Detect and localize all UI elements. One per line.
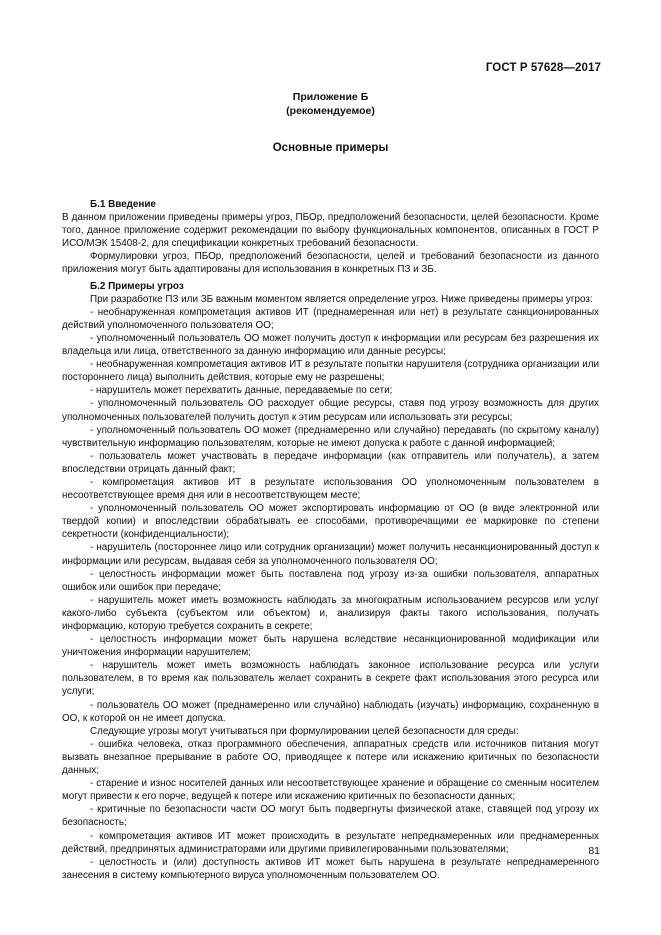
section-heading-threats: Б.2 Примеры угроз bbox=[90, 280, 184, 292]
threat-item: - пользователь может участвовать в передаче информации (как отправитель или получатель), а затем впоследствии отрицать данный факт; bbox=[62, 450, 599, 475]
env-threat-item: - критичные по безопасности части ОО могут быть подвергнуты физической атаке, ставящей под угрозу их безопасность; bbox=[62, 804, 599, 829]
env-threat-item: - старение и износ носителей данных или несоответствующее хранение и обращение со сменным носителем могут привести к его порче, ведущей к потере или искажению критичных по безопасности данных; bbox=[62, 778, 599, 803]
annex-status: (рекомендуемое) bbox=[286, 105, 375, 117]
threat-item: - уполномоченный пользователь ОО может (преднамеренно или случайно) передавать (по скрытому каналу) чувствительную информацию пользователям, которые не имеют допуска к работе с данной информацией; bbox=[62, 424, 599, 449]
threat-item: - необнаруженная компрометация активов ИТ в результате попытки нарушителя (сотрудника организации или постороннего лица) выполнить действия, которые ему не разрешены; bbox=[62, 359, 599, 384]
threat-item: - целостность информации может быть поставлена под угрозу из-за ошибки пользователя, аппаратных ошибок или ошибок при передаче; bbox=[62, 568, 599, 593]
section-heading-intro: Б.1 Введение bbox=[90, 199, 156, 210]
threats-lead: При разработке ПЗ или ЗБ важным моментом является определение угроз. Ниже приведены примеры угроз: bbox=[90, 293, 593, 305]
threat-item: - необнаруженная компрометация активов ИТ (преднамеренная или нет) в результате санкционированных действий уполномоченного пользователя ОО; bbox=[62, 306, 599, 331]
page-number: 81 bbox=[588, 845, 600, 857]
threat-item: - нарушитель может иметь возможность наблюдать законное использование ресурса или услуги пользователем, в то время как пользователь желает сохранить в секрете факт использования этого ресурса или услуги; bbox=[62, 660, 599, 698]
intro-paragraph-2: Формулировки угроз, ПБОр, предположений безопасности, целей и требований безопасности из данного приложения могут быть адаптированы для использования в конкретных ПЗ и ЗБ. bbox=[62, 251, 599, 276]
document-code: ГОСТ Р 57628—2017 bbox=[485, 62, 601, 74]
env-threat-item: - компрометация активов ИТ может происходить в результате непреднамеренных или преднамеренных действий, предпринятых администраторами или другими привилегированными пользователями; bbox=[62, 830, 599, 855]
env-threat-item: - ошибка человека, отказ программного обеспечения, аппаратных средств или источников питания могут вызвать внезапное прерывание в работе ОО, приводящее к потере или искажению критичных по безопасности данных; bbox=[62, 738, 599, 777]
env-threat-item: - целостность и (или) доступность активов ИТ может быть нарушена в результате непреднамеренного занесения в систему компьютерного вируса уполномоченным пользователем ОО. bbox=[62, 856, 599, 881]
annex-title: Приложение Б bbox=[292, 91, 369, 103]
threat-item: - нарушитель может иметь возможность наблюдать за многократным использованием ресурсов или услуг какого-либо субъекта (субъектом или объектом) и, анализируя факты такого использования, получать информацию, которую требуется сохранить в секрете; bbox=[62, 594, 599, 632]
threat-item: - нарушитель (постороннее лицо или сотрудник организации) может получить несанкционированный доступ к информации или ресурсам, выдавая себя за уполномоченного пользователя ОО; bbox=[62, 542, 599, 567]
threats-lead-environment: Следующие угрозы могут учитываться при формулировании целей безопасности для среды: bbox=[90, 725, 519, 737]
main-title: Основные примеры bbox=[272, 142, 389, 154]
threat-item: - нарушитель может перехватить данные, передаваемые по сети; bbox=[90, 385, 393, 397]
document-body bbox=[62, 196, 599, 882]
threat-item: - уполномоченный пользователь ОО может экспортировать информацию от ОО (в виде электронной или твердой копии) и впоследствии обрабатывать ее способами, противоречащими ее маркировке по степени секретности (конфиденциальности); bbox=[62, 503, 599, 541]
threat-item: - целостность информации может быть нарушена вследствие несанкционированной модификации или уничтожения информации нарушителем; bbox=[62, 634, 599, 659]
intro-paragraph-1: В данном приложении приведены примеры угроз, ПБОр, предположений безопасности, целей безопасности. Кроме того, данное приложение содержит рекомендации по выбору функциональных компонентов, описанных в ГОСТ Р ИСО/МЭК 15408-2, для спецификации конкретных требований безопасности. bbox=[62, 212, 599, 250]
threat-item: - уполномоченный пользователь ОО может получить доступ к информации или ресурсам без разрешения их владельца или лица, ответственного за данную информацию или данные ресурсы; bbox=[62, 332, 599, 358]
threat-item: - пользователь ОО может (преднамеренно или случайно) наблюдать (изучать) информацию, сохраненную в ОО, к которой он не имеет допуска. bbox=[62, 699, 599, 724]
threat-item: - уполномоченный пользователь ОО расходует общие ресурсы, ставя под угрозу возможность для других уполномоченных пользователей получить доступ к этим ресурсам или использовать эти ресурсы; bbox=[62, 398, 599, 423]
threat-item: - компрометация активов ИТ в результате использования ОО уполномоченным пользователем в несоответствующее время дня или в несоответствующем месте; bbox=[62, 476, 599, 502]
